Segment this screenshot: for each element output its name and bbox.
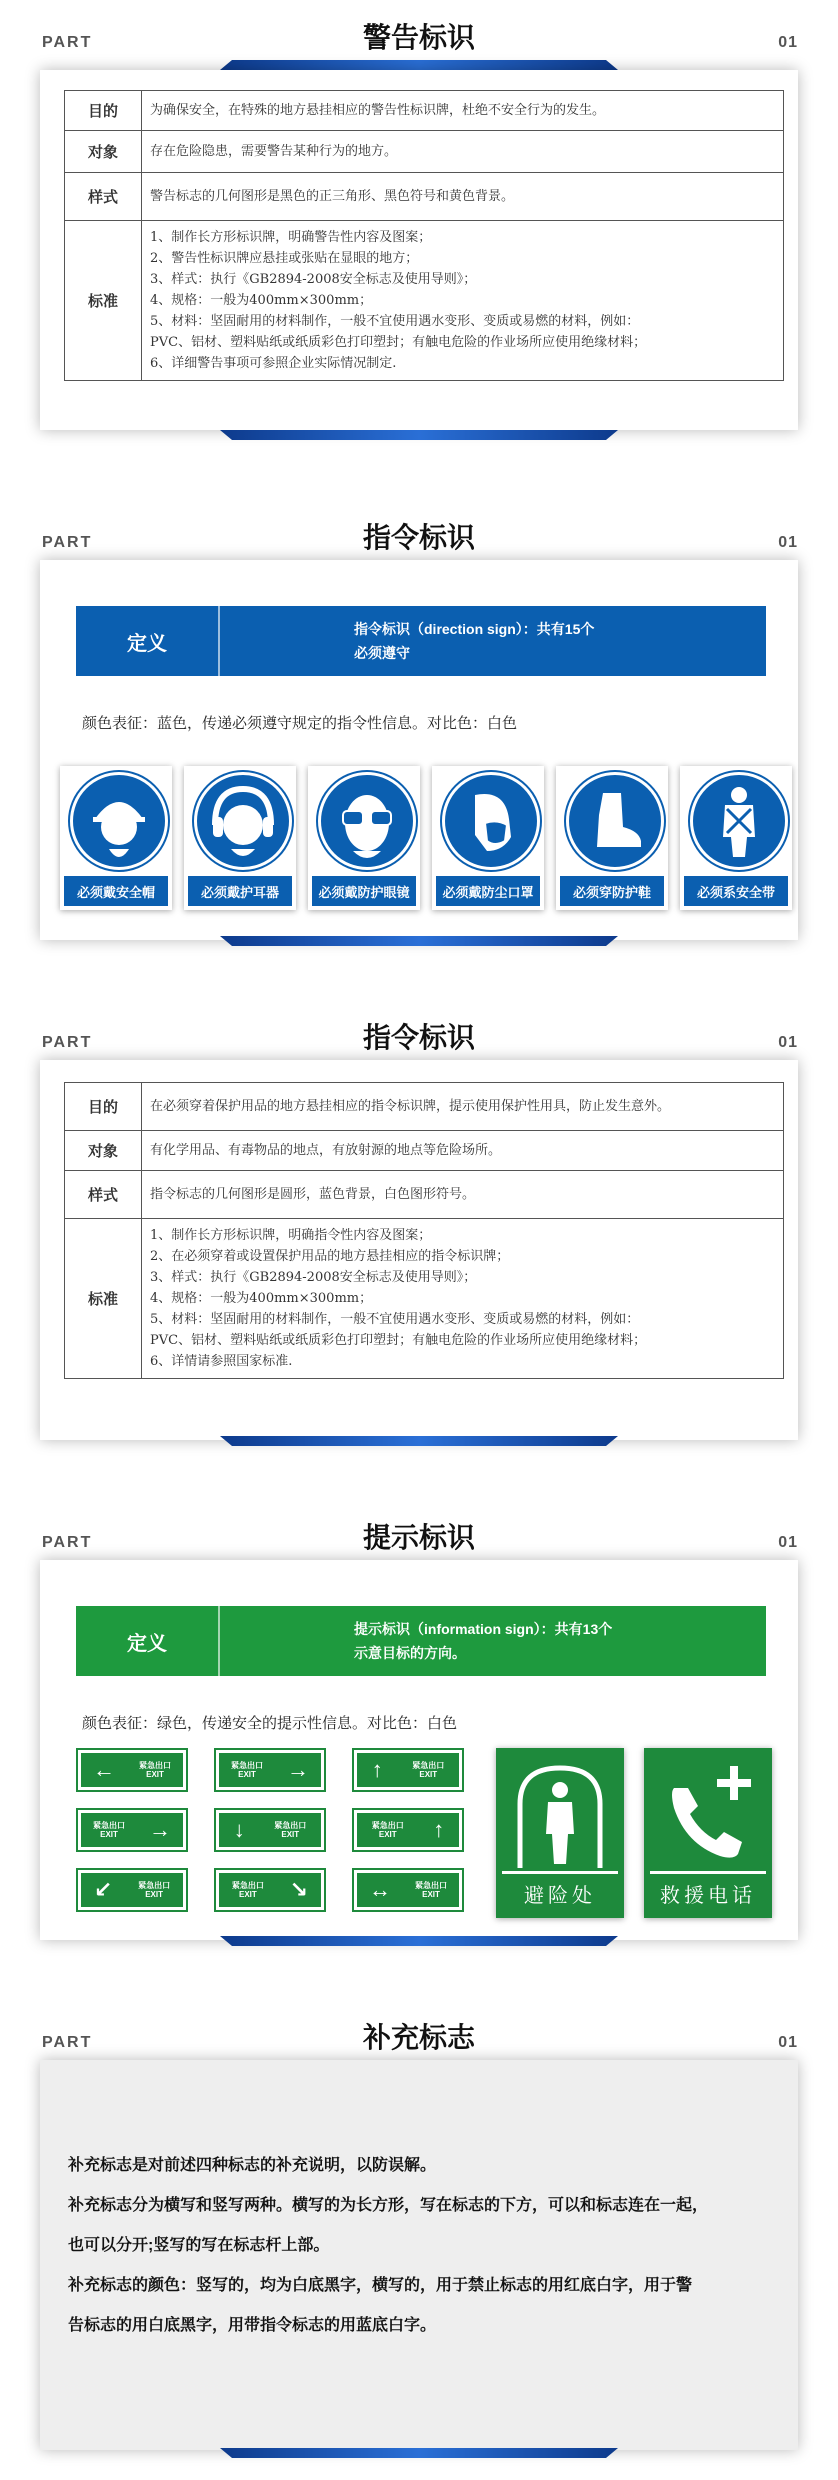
sign-label: 避险处 [524,1885,596,1907]
directive-table [64,1082,784,1379]
hard-hat-icon [70,772,168,870]
standard-line: 5、材料：坚固耐用的材料制作，一般不宜使用遇水变形、变质或易燃的材料，例如： [150,314,640,329]
exit-sign [76,1868,188,1912]
definition-text [220,606,766,676]
directive-card [40,560,798,940]
sign-ear-protector [184,766,296,910]
warning-table [64,90,784,381]
emergency-phone-icon [644,1752,772,1872]
section-directive-table [0,1000,838,1470]
exit-label [415,1881,447,1899]
exit-cn: 紧急出口 [415,1881,447,1890]
supplement-line: 补充标志的颜色：竖写的，均为白底黑字，横写的，用于禁止标志的用红底白字，用于警 [68,2277,693,2294]
exit-en: EXIT [422,1890,440,1899]
exit-cn: 紧急出口 [231,1761,263,1770]
standard-line: 6、详情请参照国家标准. [150,1354,293,1369]
card-bottom-bar [220,430,618,440]
standard-line: 5、材料：坚固耐用的材料制作，一般不宜使用遇水变形、变质或易燃的材料，例如： [150,1312,640,1327]
section-title: 指令标识 [362,521,475,554]
sign-label: 救援电话 [660,1885,756,1907]
exit-cn: 紧急出口 [139,1761,171,1770]
exit-cn: 紧急出口 [412,1761,445,1770]
row-value: 在必须穿着保护用品的地方悬挂相应的指令标识牌，提示使用保护性用具，防止发生意外。 [142,1083,784,1131]
exit-label [231,1761,263,1779]
standard-line: PVC、铝材、塑料贴纸或纸质彩色打印塑封；有触电危险的作业场所应使用绝缘材料； [150,1333,647,1348]
standard-line: 3、样式：执行《GB2894-2008安全标志及使用导则》； [150,1270,477,1285]
supplement-line: 补充标志分为横写和竖写两种。横写的为长方形，写在标志的下方，可以和标志连在一起， [68,2197,709,2214]
supplement-line: 补充标志是对前述四种标志的补充说明，以防误解。 [68,2157,437,2174]
section-title: 警告标识 [362,21,475,54]
exit-cn: 紧急出口 [93,1821,125,1830]
exit-sign [214,1748,326,1792]
safety-boot-icon [566,772,664,870]
standard-line: 3、样式：执行《GB2894-2008安全标志及使用导则》； [150,272,477,287]
definition-bar [76,606,766,676]
card-bottom-bar [220,1436,618,1446]
sign-label: 必须穿防护鞋 [560,876,664,906]
definition-label: 定义 [76,1606,220,1676]
row-value: 指令标志的几何图形是圆形，蓝色背景，白色图形符号。 [142,1171,784,1219]
sign-divider [650,1871,766,1874]
arrow-down-right-icon: ↘ [289,1877,309,1902]
arrow-left-icon: ← [93,1757,115,1782]
table-row [65,1083,784,1131]
exit-sign [76,1748,188,1792]
row-value: 存在危险隐患，需要警告某种行为的地方。 [142,131,784,173]
color-note: 颜色表征：绿色，传递安全的提示性信息。对比色：白色 [82,1715,458,1732]
exit-sign [76,1808,188,1852]
exit-label [139,1761,171,1779]
definition-label: 定义 [76,606,220,676]
row-key: 对象 [65,131,142,173]
row-key: 对象 [65,1131,142,1171]
table-row [65,1131,784,1171]
section-title: 提示标识 [362,1521,475,1554]
sign-label: 必须戴防尘口罩 [436,876,540,906]
row-key: 目的 [65,91,142,131]
section-warning [0,0,838,470]
exit-label [412,1761,444,1779]
arrow-down-icon: ↓ [233,1817,245,1842]
refuge-sign [496,1748,624,1918]
exit-en: EXIT [146,1770,164,1779]
exit-sign [214,1868,326,1912]
row-key: 目的 [65,1083,142,1131]
supplement-text [68,2146,778,2346]
exit-sign [214,1808,326,1852]
part-label: PART [42,1534,93,1551]
row-value: 有化学用品、有毒物品的地点，有放射源的地点等危险场所。 [142,1131,784,1171]
section-title: 指令标识 [362,1021,475,1054]
exit-en: EXIT [378,1830,397,1839]
sign-safety-harness [680,766,792,910]
goggles-icon [318,772,416,870]
sign-hard-hat [60,766,172,910]
definition-line: 提示标识（information sign）：共有13个 [354,1621,613,1637]
standard-lines [142,1219,784,1379]
table-row [65,173,784,221]
dust-mask-icon [442,772,540,870]
part-label: PART [42,534,93,551]
card-bottom-bar [220,1936,618,1946]
part-label: PART [42,1034,93,1051]
row-value: 警告标志的几何图形是黑色的正三角形、黑色符号和黄色背景。 [142,173,784,221]
exit-en: EXIT [145,1890,163,1899]
color-note: 颜色表征：蓝色，传递必须遵守规定的指令性信息。对比色：白色 [82,715,518,732]
part-number: 01 [778,2034,798,2051]
rescue-phone-sign [644,1748,772,1918]
standard-line: 1、制作长方形标识牌，明确警告性内容及图案； [150,230,432,245]
exit-cn: 紧急出口 [231,1881,264,1890]
arrow-up-icon: ↑ [371,1757,383,1782]
standard-lines [142,221,784,381]
arrow-right-icon: → [287,1757,309,1782]
standard-line: 1、制作长方形标识牌，明确指令性内容及图案； [150,1228,432,1243]
section-info-signs [0,1500,838,1980]
refuge-person-icon [496,1752,624,1872]
section-directive-signs [0,500,838,970]
arrow-right-icon: → [149,1817,171,1842]
card-bottom-bar [220,936,618,946]
sign-safety-boot [556,766,668,910]
section-supplement [0,2000,838,2480]
exit-en: EXIT [238,1770,256,1779]
exit-label [372,1821,404,1839]
exit-sign [352,1868,464,1912]
sign-label: 必须戴防护眼镜 [312,876,416,906]
supplement-card [40,2060,798,2450]
part-label: PART [42,2034,93,2051]
exit-sign [352,1748,464,1792]
info-card [40,1560,798,1940]
part-number: 01 [778,1034,798,1051]
table-row [65,1219,784,1379]
standard-line: 2、在必须穿着或设置保护用品的地方悬挂相应的指令标识牌； [150,1249,510,1264]
exit-label [93,1821,125,1839]
title-underline [220,60,618,70]
arrow-left-right-icon: ↔ [369,1877,391,1902]
exit-cn: 紧急出口 [371,1821,404,1830]
standard-line: 4、规格：一般为400mm×300mm； [150,1291,373,1306]
definition-line: 必须遵守 [354,645,410,661]
standard-line: PVC、铝材、塑料贴纸或纸质彩色打印塑封；有触电危险的作业场所应使用绝缘材料； [150,335,647,350]
exit-sign [352,1808,464,1852]
definition-line: 指令标识（direction sign）：共有15个 [354,621,595,637]
part-number: 01 [778,1534,798,1551]
row-key: 标准 [65,221,142,381]
row-key: 样式 [65,1171,142,1219]
part-label: PART [42,34,93,51]
sign-label: 必须戴护耳器 [188,876,292,906]
part-number: 01 [778,34,798,51]
exit-en: EXIT [281,1830,300,1839]
exit-cn: 紧急出口 [138,1881,171,1890]
standard-line: 6、详细警告事项可参照企业实际情况制定. [150,356,397,371]
definition-text [220,1606,766,1676]
sign-label: 必须戴安全帽 [64,876,168,906]
ear-protector-icon [194,772,292,870]
exit-label [138,1881,170,1899]
sign-goggles [308,766,420,910]
table-row [65,131,784,173]
arrow-up-icon: ↑ [433,1817,445,1842]
sign-label: 必须系安全带 [684,876,788,906]
table-row [65,91,784,131]
exit-en: EXIT [419,1770,438,1779]
exit-en: EXIT [239,1890,257,1899]
directive-table-card [40,1060,798,1440]
exit-label [274,1821,306,1839]
section-title: 补充标志 [362,2021,475,2054]
supplement-line: 也可以分开;竖写的写在标志杆上部。 [68,2237,330,2254]
arrow-down-left-icon: ↙ [93,1877,113,1902]
sign-dust-mask [432,766,544,910]
table-row [65,221,784,381]
exit-en: EXIT [100,1830,118,1839]
definition-bar [76,1606,766,1676]
row-key: 标准 [65,1219,142,1379]
table-row [65,1171,784,1219]
definition-line: 示意目标的方向。 [354,1645,466,1661]
sign-divider [502,1871,618,1874]
exit-cn: 紧急出口 [274,1821,307,1830]
part-number: 01 [778,534,798,551]
standard-line: 2、警告性标识牌应悬挂或张贴在显眼的地方； [150,251,419,266]
exit-label [232,1881,264,1899]
warning-card [40,70,798,430]
row-key: 样式 [65,173,142,221]
standard-line: 4、规格：一般为400mm×300mm； [150,293,373,308]
safety-harness-icon [690,772,788,870]
supplement-line: 告标志的用白底黑字，用带指令标志的用蓝底白字。 [68,2317,437,2334]
row-value: 为确保安全，在特殊的地方悬挂相应的警告性标识牌，杜绝不安全行为的发生。 [142,91,784,131]
card-bottom-bar [220,2448,618,2458]
